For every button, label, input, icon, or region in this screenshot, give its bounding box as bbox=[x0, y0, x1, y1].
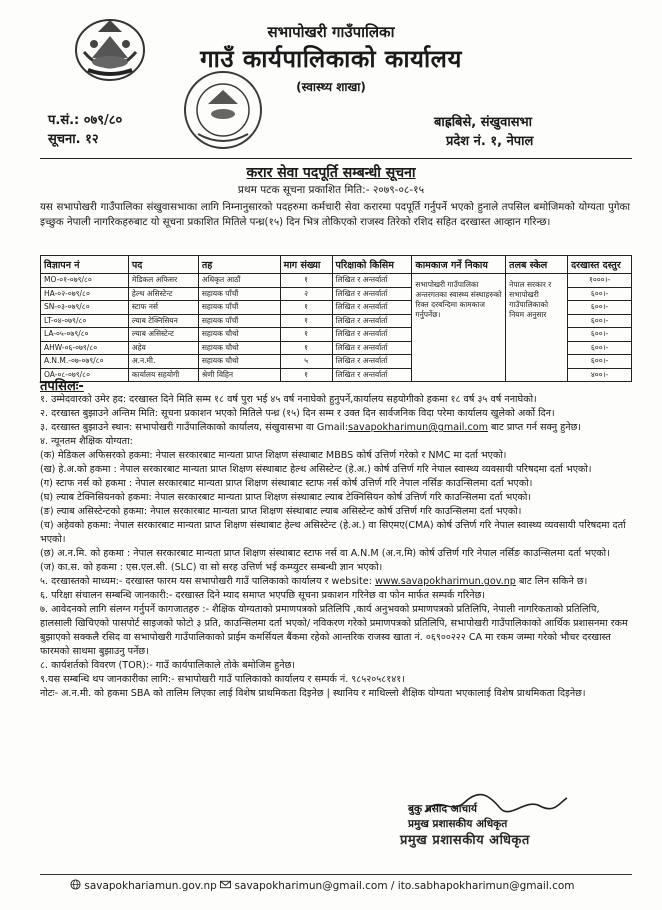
footer-divider bbox=[40, 874, 632, 875]
fee-cell: ६००।- bbox=[568, 287, 632, 301]
footer-contacts bbox=[70, 879, 575, 892]
note-tor: ८. कार्यशर्तको विवरण (TOR):- गाउँ कार्यपालिकाले तोके बमोजिम हुनेछ। bbox=[40, 660, 295, 671]
address-line-2: प्रदेश नं. १, नेपाल bbox=[446, 134, 534, 149]
office-seal-stamp bbox=[168, 64, 278, 154]
column-header: विज्ञापन नं bbox=[41, 256, 129, 274]
fee-cell: ६००।- bbox=[568, 314, 632, 328]
note-qualification: ४. न्यूनतम शैक्षिक योग्यता: bbox=[40, 436, 133, 447]
count-cell: १ bbox=[280, 328, 332, 342]
exam-cell: लिखित र अन्तर्वार्ता bbox=[332, 301, 412, 315]
post-cell: कार्यालय सहयोगी bbox=[128, 368, 198, 382]
notes-heading: तपसिलः- bbox=[40, 379, 84, 394]
fee-cell: १०००।- bbox=[568, 274, 632, 288]
email-link[interactable]: savapokharimun@gmail.com bbox=[348, 422, 488, 433]
note-documents: ७. आवेदनको लागि संलग्न गर्नुपर्ने कागजातहरु :- शैक्षिक योग्यताको प्रमाणपत्रको प्रतिलिपि ,कार्य अनुभवको प्रमाणपत्रको प्रतिलिपि, नेपाली नागरिकताको प्रतिलिपि, हालसाली खिचिएको पासपोर्ट साइजको फोटो ३ प्रति, काउन्सिलमा दर्ता भएको/ नविकरण गरेको प्रमाणपत्रको प्रतिलिपि, सभापोखरी गाउँपालिकाको आर्थिक प्रशासनमा रकम बुझाएको सक्कलै रसिद वा सभापोखरी गाउँपालिकाको प्राईम कमर्सियल बैंकमा रहेको आन्तरिक राजस्व खाता नं. ०६९००२२२ CA मा रकम जम्मा गरेको भौचर दरखास्त फारमको साथमा बुझाउनु पर्नेछ। bbox=[40, 604, 628, 657]
office-name: गाउँ कार्यपालिकाको कार्यालय bbox=[200, 45, 462, 73]
exam-cell: लिखित र अन्तर्वार्ता bbox=[332, 368, 412, 382]
website-link[interactable]: www.savapokharimun.gov.np bbox=[374, 576, 516, 587]
qualification-lt: (घ) ल्याब टेक्निसियनको हकमा: नेपाल सरकारबाट मान्यता प्राप्त शिक्षण संस्थाबाट ल्याब टेक्निसियन कोर्ष उत्तिर्ण गरि काउन्सिलमा दर्ता भएको। bbox=[40, 492, 532, 503]
fee-cell: ६००।- bbox=[568, 328, 632, 342]
count-cell: १ bbox=[280, 314, 332, 328]
post-cell: ल्याब असिस्टेन्ट bbox=[128, 328, 198, 342]
notes-list bbox=[40, 393, 634, 701]
ad-number-cell: OA-०८-०७९/८० bbox=[41, 368, 129, 382]
reference-number: प.सं.: ०७९/८० bbox=[48, 113, 123, 128]
level-cell: सहायक चौथो bbox=[198, 328, 280, 342]
exam-cell: लिखित र अन्तर्वार्ता bbox=[332, 274, 412, 288]
level-cell: सहायक पाँचौं bbox=[198, 314, 280, 328]
level-cell: सहायक चौथो bbox=[198, 341, 280, 355]
globe-icon bbox=[70, 879, 81, 890]
exam-cell: लिखित र अन्तर्वार्ता bbox=[332, 355, 412, 369]
salary-cell: नेपाल सरकार र सभापोखरी गाउँपालिकाको नियम अनुसार bbox=[506, 274, 568, 382]
count-cell: १ bbox=[280, 274, 332, 288]
fee-cell: ६००।- bbox=[568, 341, 632, 355]
post-cell: हेल्थ असिस्टेन्ट bbox=[128, 287, 198, 301]
ad-number-cell: LT-०४-०७९/८० bbox=[41, 314, 129, 328]
post-cell: अहेव bbox=[128, 341, 198, 355]
count-cell: १ bbox=[280, 341, 332, 355]
table-row bbox=[41, 274, 632, 288]
mail-icon bbox=[220, 879, 231, 890]
ad-number-cell: SN-०३-०७९/८० bbox=[41, 301, 129, 315]
ad-number-cell: HA-०२-०७९/८० bbox=[41, 287, 129, 301]
note-text: ५. दरखास्तको माध्यम:- दरखास्त फारम यस सभापोखरी गाउँ पालिकाको कार्यालय र website: bbox=[40, 576, 375, 587]
qualification-sn: (ग) स्टाफ नर्स को हकमा : नेपाल सरकारबाट मान्यता प्राप्त शिक्षण संस्थाबाट स्टाफ नर्स कोर्ष उत्तिर्ण गरि नेपाल नर्सिङ काउन्सिलमा दर्ता भएको। bbox=[40, 478, 533, 489]
note-exam-info: ६. परिक्षा संचालन सम्बन्धि जानकारी:- दरखास्त दिने म्याद समाप्त भएपछि सूचना प्रकाशन गरिनेछ वा फोन मार्फत सम्पर्क गरिनेछ। bbox=[40, 590, 485, 601]
qualification-la: (ङ) ल्याब असिस्टेन्टको हकमा: नेपाल सरकारबाट मान्यता प्राप्त शिक्षण संस्थाबाट ल्याब असिस्टेन्ट कोर्ष उत्तिर्ण गरि काउन्सिलमा दर्ता भएको। bbox=[40, 506, 522, 517]
vacancy-table bbox=[40, 255, 632, 382]
exam-cell: लिखित र अन्तर्वार्ता bbox=[332, 328, 412, 342]
note-priority: नोटः- अ.न.मी. को हकमा SBA को तालिम लिएका लाई विशेष प्राथमिकता दिइनेछ | स्थानिय र माथिल्लो शैक्षिक योग्यता भएकालाई विशेष प्राथमिकता दिइनेछ। bbox=[40, 688, 586, 699]
level-cell: सहायक पाँचौं bbox=[198, 301, 280, 315]
column-header: माग संख्या bbox=[280, 256, 332, 274]
level-cell: अधिकृत आठौं bbox=[198, 274, 280, 288]
column-header: दरखास्त दस्तुर bbox=[568, 256, 632, 274]
column-header: तह bbox=[198, 256, 280, 274]
ad-number-cell: MO-०१-०७९/८० bbox=[41, 274, 129, 288]
footer-separator: / bbox=[390, 880, 395, 892]
signatory-title: प्रमुख प्रशासकीय अधिकृत bbox=[408, 818, 508, 830]
exam-cell: लिखित र अन्तर्वार्ता bbox=[332, 314, 412, 328]
section-name: (स्वास्थ्य शाखा) bbox=[296, 80, 366, 94]
post-cell: स्टाफ नर्स bbox=[128, 301, 198, 315]
footer-email-1[interactable]: savapokharimun@gmail.com bbox=[234, 880, 388, 892]
footer-website[interactable]: savapokhariamun.gov.np bbox=[84, 880, 217, 892]
fee-cell: ४००।- bbox=[568, 368, 632, 382]
note-contact: ९.यस सम्बन्धि थप जानकारीका लागि:- सभापोखरी गाउँ पालिकाको कार्यालय र सम्पर्क नं. ९८५२०५८१४१। bbox=[40, 674, 405, 685]
office-cell: सभापोखरी गाउँपालिका अन्तरगतका स्वास्थ्य संस्थाहरुको रिक्त दरबन्दिमा कामकाज गर्नुपर्नेछ। bbox=[412, 274, 506, 382]
column-header: तलब स्केल bbox=[506, 256, 568, 274]
fee-cell: ६००।- bbox=[568, 301, 632, 315]
notice-number: सूचना. १२ bbox=[48, 132, 99, 147]
qualification-anm: (छ) अ.न.मि. को हकमा : नेपाल सरकारबाट मान्यता प्राप्त शिक्षण संस्थाबाट स्टाफ नर्स वा A.N.M (अ.न.मि) कोर्ष उत्तिर्ण गरि नेपाल नर्सिङ काउन्सिलमा दर्ता भएको। bbox=[40, 548, 610, 559]
ad-number-cell: A.N.M.-०७-०७९/८० bbox=[41, 355, 129, 369]
signatory-name: बुकु प्रसाद आचार्य bbox=[408, 803, 477, 815]
notice-publish-date: प्रथम पटक सूचना प्रकाशित मिति:- २०७९-०८-१५ bbox=[237, 184, 425, 196]
notice-title: करार सेवा पदपूर्ति सम्बन्धी सूचना bbox=[246, 165, 416, 181]
column-header: कामकाज गर्ने निकाय bbox=[412, 256, 506, 274]
column-header: पद bbox=[128, 256, 198, 274]
note-age-limit: १. उम्मेदवारको उमेर हद: दरखास्त दिने मिति सम्म १८ वर्ष पुरा भई ४५ वर्ष ननाघेको हुनुपर्ने,कार्यालय सहयोगीको हकमा १८ वर्ष ३५ वर्ष ननाघेको। bbox=[40, 394, 537, 405]
note-deadline: २. दरखास्त बुझाउने अन्तिम मिति: सूचना प्रकाशन भएको मितिले पन्ध्र (१५) दिन सम्म र उक्त दिन सार्वजनिक विदा परेमा कार्यालय खुलेको अर्को दिन। bbox=[40, 408, 555, 419]
address-line-1: बाह्रबिसे, संखुवासभा bbox=[434, 115, 533, 130]
footer-email-2[interactable]: ito.sabhapokharimun@gmail.com bbox=[397, 880, 575, 892]
post-cell: अ.न.मी. bbox=[128, 355, 198, 369]
ad-number-cell: AHW-०६-०७९/८० bbox=[41, 341, 129, 355]
ad-number-cell: LA-०५-०७९/८० bbox=[41, 328, 129, 342]
count-cell: ५ bbox=[280, 355, 332, 369]
count-cell: १ bbox=[280, 368, 332, 382]
column-header: परिक्षाको किसिम bbox=[332, 256, 412, 274]
count-cell: २ bbox=[280, 287, 332, 301]
qualification-ha: (ख) हे.अ.को हकमा : नेपाल सरकारबाट मान्यता प्राप्त शिक्षण संस्थाबाट हेल्थ असिस्टेन्ट (हे.अ.) कोर्ष उत्तिर्ण गरि नेपाल स्वास्थ्य व्यवसायी परिषदमा दर्ता भएको। bbox=[40, 464, 592, 475]
municipality-name: सभापोखरी गाउँपालिका bbox=[267, 23, 395, 41]
table-header-row bbox=[41, 256, 632, 274]
post-cell: ल्याब टेक्निसियन bbox=[128, 314, 198, 328]
exam-cell: लिखित र अन्तर्वार्ता bbox=[332, 341, 412, 355]
note-text: ३. दरखास्त बुझाउने स्थान: सभापोखरी गाउँपालिकाको कार्यालय, संखुवासभा वा Gmail: bbox=[40, 422, 349, 433]
level-cell: श्रेणी विहिन bbox=[198, 368, 280, 382]
qualification-oa: (ज) का.स. को हकमा : एस.एल.सी. (SLC) वा सो सरह उत्तिर्ण भई कम्प्युटर सम्बन्धी ज्ञान भएको। bbox=[40, 562, 383, 573]
level-cell: सहायक चौथो bbox=[198, 355, 280, 369]
exam-cell: लिखित र अन्तर्वार्ता bbox=[332, 287, 412, 301]
notice-intro: यस सभापोखरी गाउँपालिका संखुवासभाका लागि निम्नानुसारको पदहरुमा कर्मचारी सेवा करारमा पदपूर्ति गर्नुपर्ने भएको हुनाले तपसिल बमोजिमको योग्यता पुगेका इच्छुक नेपाली नागरिकहरुबाट यो सूचना प्रकाशित मितिले पन्ध्र(१५) दिन भित्र तोकिएको राजस्व तिरेको रशिद सहित दरखास्त आव्हान गरिन्छ। bbox=[40, 202, 630, 228]
count-cell: १ bbox=[280, 301, 332, 315]
qualification-ahw: (च) अहेवको हकमा: नेपाल सरकारबाट मान्यता प्राप्त शिक्षण संस्थाबाट हेल्थ असिस्टेन्ट (हे.अ.) वा सिएमए(CMA) कोर्ष उत्तिर्ण गरि नेपाल स्वास्थ्य व्यवसायी परिषदमा दर्ता भएको। bbox=[40, 520, 626, 545]
level-cell: सहायक पाँचौं bbox=[198, 287, 280, 301]
qualification-mo: (क) मेडिकल अफिसरको हकमा: नेपाल सरकारबाट मान्यता प्राप्त शिक्षण संस्थाबाट MBBS कोर्ष उत्तिर्ण गरेको र NMC मा दर्ता भएको। bbox=[40, 450, 507, 461]
note-text: बाट लिन सकिने छ। bbox=[515, 576, 588, 587]
note-text: बाट प्राप्त गर्न सक्नु हुनेछ। bbox=[487, 422, 581, 433]
note-submission-place bbox=[40, 421, 634, 435]
fee-cell: ६००।- bbox=[568, 355, 632, 369]
post-cell: मेडिकल अफिसर bbox=[128, 274, 198, 288]
signatory-stamp: प्रमुख प्रशासकीय अधिकृत bbox=[400, 833, 530, 848]
header-divider bbox=[40, 158, 632, 159]
note-application-medium bbox=[40, 575, 634, 589]
